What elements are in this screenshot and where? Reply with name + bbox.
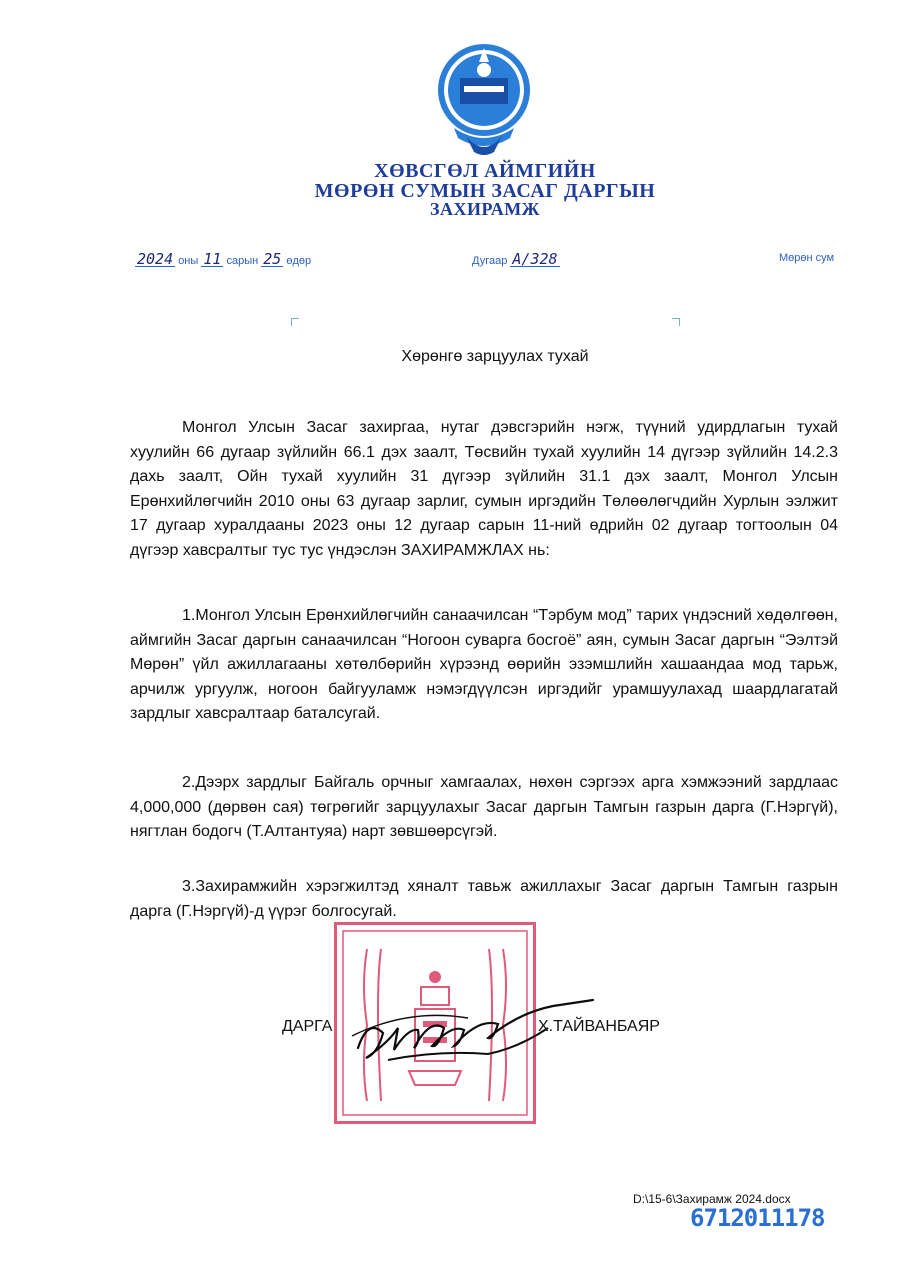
number-label: Дугаар	[472, 255, 508, 267]
paragraph-item-2: 2.Дээрх зардлыг Байгаль орчныг хамгаалах, нөхөн сэргээх арга хэмжээний зардлаас 4,000,000 (дөрвөн сая) төгрөгийг зарцуулахыг Засаг даргын Тамгын газрын дарга (Г.Нэргүй), нягтлан бодогч (Т.Алтантуяа) нарт зөвшөөрсүгэй.	[130, 774, 838, 841]
subject-corner-left	[291, 318, 299, 326]
document-number	[472, 252, 560, 267]
signatory-title: ДАРГА	[282, 1018, 333, 1035]
document-place: Мөрөн сум	[779, 252, 835, 264]
mongolia-emblem-icon	[434, 40, 534, 160]
date-month: 11	[203, 250, 222, 268]
document-registry-number: 6712011178	[690, 1204, 825, 1232]
document-date	[135, 252, 311, 267]
paragraph-item-1: 1.Монгол Улсын Ерөнхийлөгчийн санаачилсан “Тэрбум мод” тарих үндэсний хөдөлгөөн, аймгийн Засаг даргын санаачилсан “Ногоон суварга босгоё” аян, сумын Засаг даргын “Ээлтэй Мөрөн” үйл ажиллагааны хөтөлбөрийн хүрээнд өөрийн эзэмшлийн хашаандаа мод тарьж, арчилж ургуулж, ногоон байгууламж нэмэгдүүлсэн иргэдийг урамшуулахад шаардлагатай зардлыг хавсралтаар баталсугай.	[130, 607, 838, 723]
subject-corner-right	[672, 318, 680, 326]
date-day: 25	[263, 250, 282, 268]
document-subject: Хөрөнгө зарцуулах тухай	[401, 348, 589, 365]
file-path: D:\15-6\Захирамж 2024.docx	[633, 1192, 791, 1206]
header-line-1: ХӨВСГӨЛ АЙМГИЙН	[374, 160, 596, 182]
date-year: 2024	[137, 250, 174, 268]
date-month-suffix: сарын	[226, 255, 259, 267]
date-day-suffix: өдөр	[286, 255, 312, 267]
date-year-suffix: оны	[178, 255, 199, 267]
header-line-2: МӨРӨН СУМЫН ЗАСАГ ДАРГЫН	[314, 180, 656, 202]
number-value: А/328	[512, 250, 558, 268]
paragraph-item-3: 3.Захирамжийн хэрэгжилтэд хяналт тавьж ажиллахыг Засаг даргын Тамгын газрын дарга (Г.Нэргүй)-д үүрэг болгосугай.	[130, 878, 838, 920]
signatory-name: Х.ТАЙВАНБАЯР	[538, 1018, 660, 1035]
paragraph-preamble: Монгол Улсын Засаг захиргаа, нутаг дэвсгэрийн нэгж, түүний удирдлагын тухай хуулийн 66 дугаар зүйлийн 66.1 дэх заалт, Төсвийн тухай хуулийн 14 дүгээр зүйлийн 14.2.3 дахь заалт, Ойн тухай хуулийн 31 дүгээр зүйлийн 31.1 дэх заалт, Монгол Улсын Ерөнхийлөгчийн 2010 оны 63 дугаар зарлиг, сумын иргэдийн Төлөөлөгчдийн Хурлын ээлжит 17 дугаар хуралдааны 2023 оны 12 дугаар сарын 11-ний өдрийн 02 дугаар тогтоолын 04 дүгээр хавсралтыг тус тус үндэслэн ЗАХИРАМЖЛАХ нь:	[130, 419, 838, 559]
header-line-3: ЗАХИРАМЖ	[430, 199, 540, 219]
